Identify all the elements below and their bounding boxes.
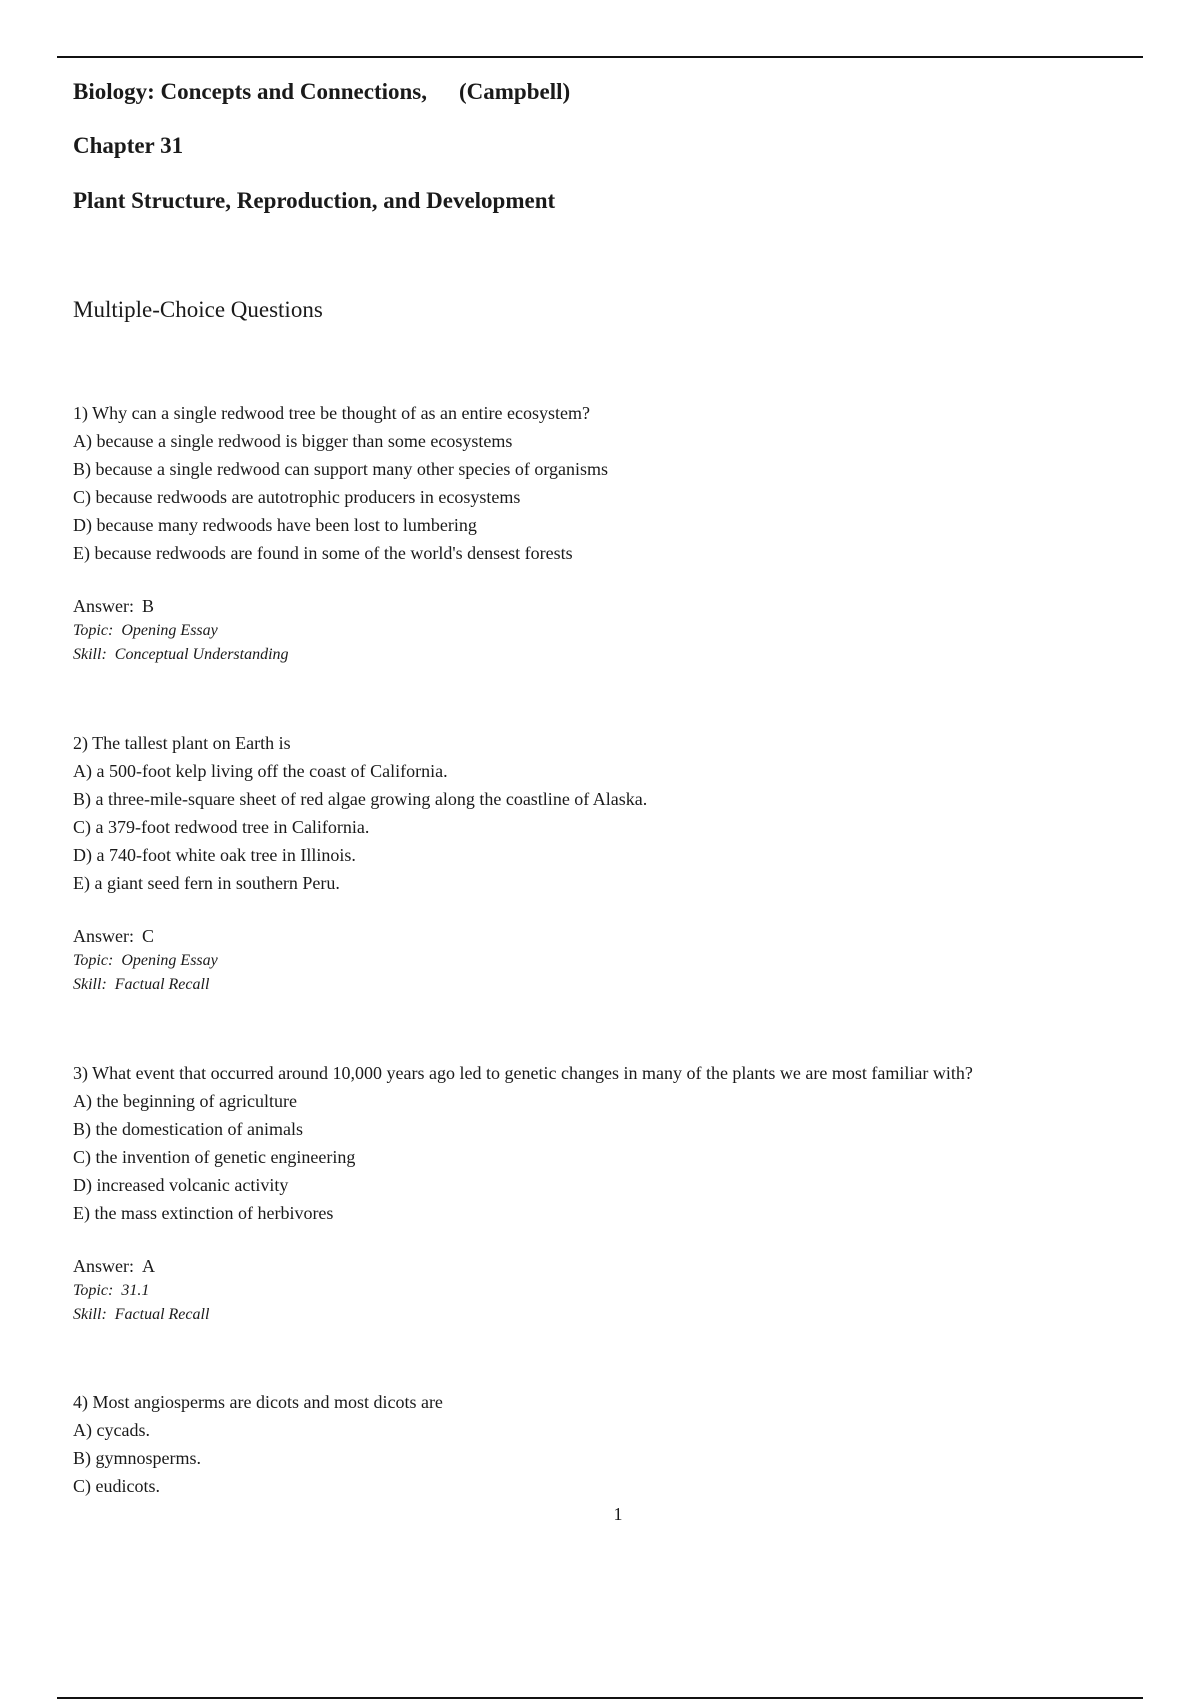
option-a: A) cycads. <box>73 1420 150 1440</box>
answer-block <box>73 593 1133 667</box>
answer-line <box>73 1253 1133 1279</box>
topic-line <box>73 619 1133 643</box>
answer-line <box>73 593 1133 619</box>
book-title: Biology: Concepts and Connections, <box>73 79 427 104</box>
skill-value: Factual Recall <box>114 976 210 993</box>
option-a: A) because a single redwood is bigger than some ecosystems <box>73 431 513 451</box>
option-e: E) a giant seed fern in southern Peru. <box>73 873 340 893</box>
skill-line <box>73 643 1133 667</box>
question-2 <box>73 729 1133 997</box>
topic-value: Opening Essay <box>121 622 218 639</box>
option-b: B) a three-mile-square sheet of red algae growing along the coastline of Alaska. <box>73 789 648 809</box>
skill-label: Skill: <box>73 646 107 663</box>
topic-label: Topic: <box>73 622 114 639</box>
option-c: C) because redwoods are autotrophic producers in ecosystems <box>73 487 521 507</box>
topic-label: Topic: <box>73 1282 114 1299</box>
page-number: 1 <box>613 1504 623 1524</box>
topic-value: 31.1 <box>121 1282 150 1299</box>
answer-value: A <box>142 1256 155 1276</box>
topic-line <box>73 1279 1133 1303</box>
topic-value: Opening Essay <box>121 952 218 969</box>
answer-label: Answer: <box>73 1256 134 1276</box>
top-rule <box>57 56 1143 58</box>
answer-block <box>73 923 1133 997</box>
skill-value: Conceptual Understanding <box>114 646 289 663</box>
chapter-number: Chapter 31 <box>73 133 184 158</box>
answer-label: Answer: <box>73 926 134 946</box>
option-c: C) the invention of genetic engineering <box>73 1147 356 1167</box>
option-d: D) increased volcanic activity <box>73 1175 289 1195</box>
answer-value: B <box>142 596 155 616</box>
option-c: C) a 379-foot redwood tree in California. <box>73 817 370 837</box>
topic-line <box>73 949 1133 973</box>
skill-value: Factual Recall <box>114 1306 210 1323</box>
option-b: B) gymnosperms. <box>73 1448 201 1468</box>
option-d: D) a 740-foot white oak tree in Illinois. <box>73 845 356 865</box>
skill-label: Skill: <box>73 1306 107 1323</box>
question-stem: 3) What event that occurred around 10,000 years ago led to genetic changes in many of the plants we are most familiar with? <box>73 1063 973 1083</box>
option-e: E) because redwoods are found in some of the world's densest forests <box>73 543 573 563</box>
skill-label: Skill: <box>73 976 107 993</box>
option-a: A) a 500-foot kelp living off the coast of California. <box>73 761 448 781</box>
skill-line <box>73 1303 1133 1327</box>
answer-line <box>73 923 1133 949</box>
question-3 <box>73 1059 1133 1327</box>
skill-line <box>73 973 1133 997</box>
option-e: E) the mass extinction of herbivores <box>73 1203 334 1223</box>
question-4 <box>73 1388 1133 1500</box>
answer-value: C <box>142 926 155 946</box>
answer-label: Answer: <box>73 596 134 616</box>
chapter-title: Plant Structure, Reproduction, and Development <box>73 188 556 213</box>
option-c: C) eudicots. <box>73 1476 160 1496</box>
topic-label: Topic: <box>73 952 114 969</box>
option-b: B) because a single redwood can support many other species of organisms <box>73 459 609 479</box>
book-title-line <box>73 78 570 106</box>
question-stem: 1) Why can a single redwood tree be thought of as an entire ecosystem? <box>73 403 590 423</box>
answer-block <box>73 1253 1133 1327</box>
section-heading: Multiple-Choice Questions <box>73 297 323 322</box>
bottom-rule <box>57 1697 1143 1699</box>
option-b: B) the domestication of animals <box>73 1119 303 1139</box>
option-d: D) because many redwoods have been lost to lumbering <box>73 515 477 535</box>
question-stem: 4) Most angiosperms are dicots and most dicots are <box>73 1392 443 1412</box>
option-a: A) the beginning of agriculture <box>73 1091 297 1111</box>
question-1 <box>73 399 1133 667</box>
question-stem: 2) The tallest plant on Earth is <box>73 733 291 753</box>
book-author: (Campbell) <box>458 79 571 104</box>
